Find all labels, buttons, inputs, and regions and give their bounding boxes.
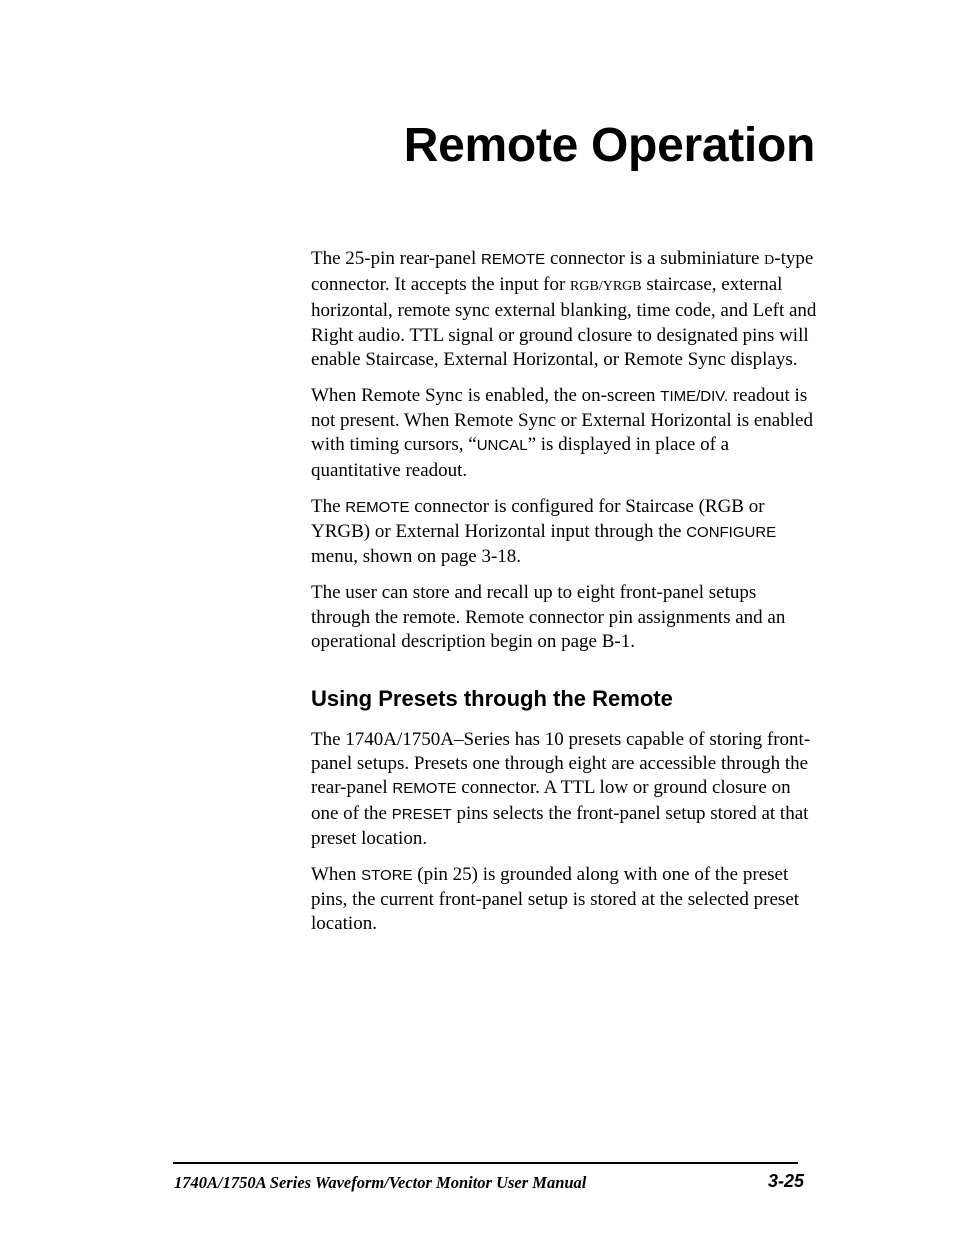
term-configure: CONFIGURE bbox=[686, 524, 777, 542]
term-store: STORE bbox=[361, 867, 413, 885]
term-remote: REMOTE bbox=[345, 498, 410, 516]
paragraph-store-recall: The user can store and recall up to eight front-panel setups through the remote. Remote connector pin assignments and an operational description begin on page B-1. bbox=[311, 582, 786, 652]
term-preset: PRESET bbox=[391, 805, 452, 823]
section-heading: Using Presets through the Remote bbox=[311, 686, 673, 712]
body-text bbox=[311, 247, 819, 949]
paragraph-remote-sync: When Remote Sync is enabled, the on-screen TIME/DIV. readout is not present. When Remote Sync or External Horizontal is enabled with timing cursors, “UNCAL” is displayed in place of a quantitative readout. bbox=[311, 385, 813, 481]
term-d: D bbox=[764, 253, 775, 268]
footer-page-number: 3-25 bbox=[767, 1171, 804, 1191]
paragraph-remote-connector: The 25-pin rear-panel REMOTE connector is a subminiature D-type connector. It accepts the input for RGB/YRGB staircase, external horizontal, remote sync external blanking, time code, and Left and Right audio. TTL signal or ground closure to designated pins will enable Staircase, External Horizontal, or Remote Sync displays. bbox=[311, 248, 817, 370]
page-title: Remote Operation bbox=[403, 119, 815, 172]
paragraph-configure: The REMOTE connector is configured for Staircase (RGB or YRGB) or External Horizontal input through the CONFIGURE menu, shown on page 3-18. bbox=[311, 495, 777, 568]
paragraph-presets: The 1740A/1750A–Series has 10 presets capable of storing front-panel setups. Presets one through eight are accessible through the rear-panel REMOTE connector. A TTL low or ground closure on one of the PRESET pins selects the front-panel setup stored at that preset location. bbox=[311, 729, 811, 849]
term-rgb-yrgb: RGB/YRGB bbox=[570, 279, 642, 295]
paragraph-store-pin: When STORE (pin 25) is grounded along with one of the preset pins, the current front-panel setup is stored at the selected preset location. bbox=[311, 864, 800, 935]
footer-rule bbox=[173, 1162, 798, 1164]
term-remote: REMOTE bbox=[392, 780, 457, 798]
term-uncal: UNCAL bbox=[476, 437, 528, 455]
footer-manual-title: 1740A/1750A Series Waveform/Vector Monitor User Manual bbox=[174, 1173, 587, 1192]
term-time-div: TIME/DIV. bbox=[660, 388, 729, 406]
term-remote: REMOTE bbox=[481, 251, 546, 268]
